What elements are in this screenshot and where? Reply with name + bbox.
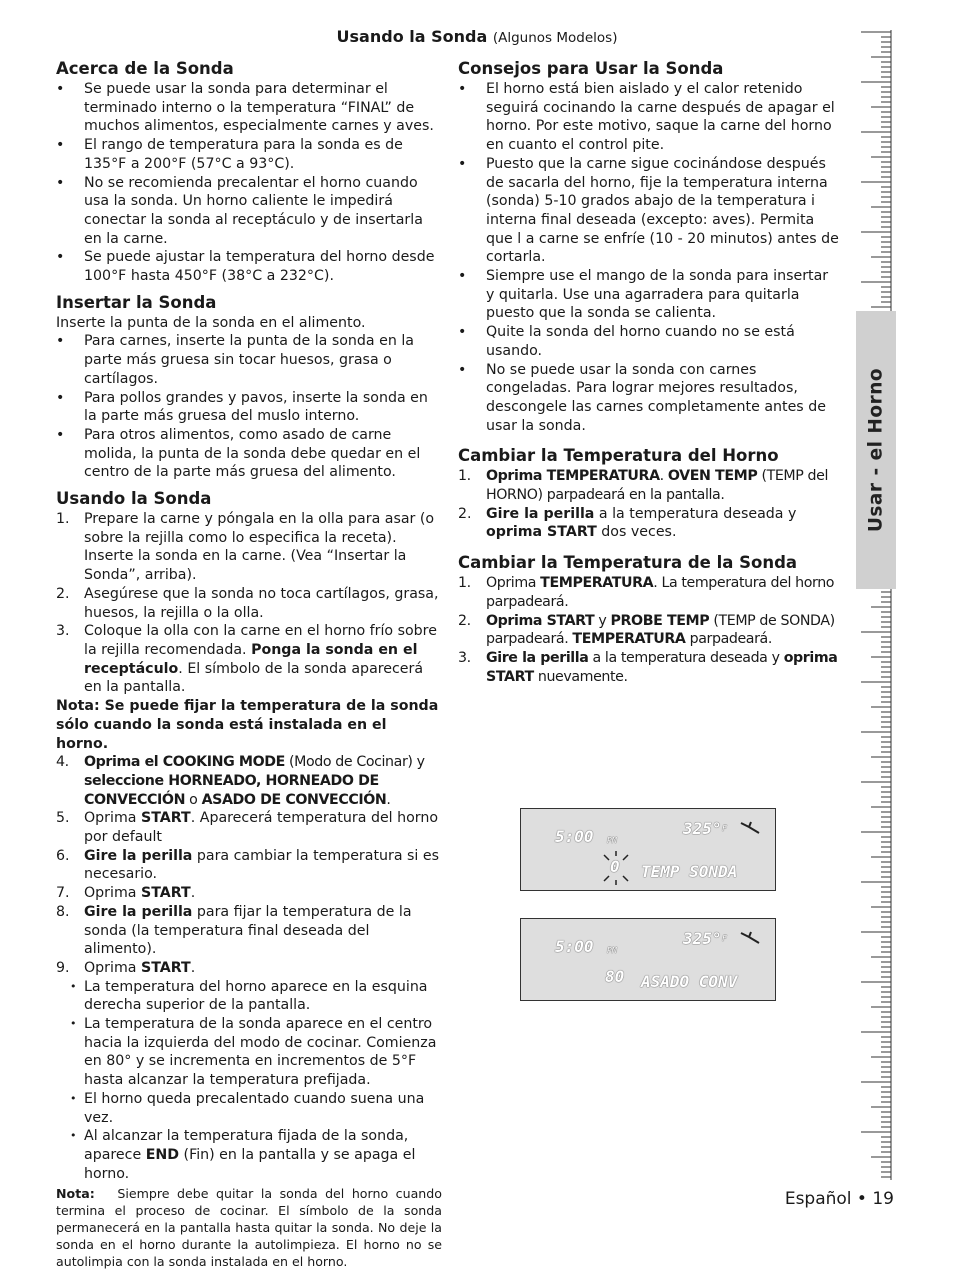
insertar-intro: Inserte la punta de la sonda en el alimento. (56, 314, 366, 331)
list-item: • Siempre use el mango de la sonda para insertar y quitarla. Use una agarradera para quitarla puesto que la sonda se calienta. (458, 268, 829, 322)
step-item: 3. Coloque la olla con la carne en el horno frío sobre la rejilla recomendada. Ponga la sonda en el receptáculo. El símbolo de la sonda aparecerá en la pantalla. (56, 623, 437, 696)
page-title-text: Usando la Sonda (336, 27, 488, 46)
bullet: • (56, 174, 65, 191)
bullet: • (56, 333, 65, 350)
step-item: 9. Oprima START. (56, 959, 196, 976)
list-item: • Puesto que la carne sigue cocinándose después de sacarla del horno, fije la temperatura interna (sonda) 5-10 grados abajo de la temperatura i interna final deseada (excepto: aves). Permita que l a carne se enfríe (10 - 20 minutos) antes de cortarla. (458, 155, 839, 266)
bullet: • (458, 155, 467, 172)
step-item: 1. Oprima TEMPERATURA. OVEN TEMP (TEMP del HORNO) parpadeará en la pantalla. (458, 468, 829, 504)
list-item: • Quite la sonda del horno cuando no se está usando. (458, 324, 795, 359)
step-item: 2. Asegúrese que la sonda no toca cartílagos, grasa, huesos, la rejilla o la olla. (56, 585, 439, 621)
list-item: • Para pollos grandes y pavos, inserte la sonda en la parte más gruesa del muslo interno. (56, 389, 428, 425)
display-time: 5:00 (555, 827, 594, 846)
right-column (458, 58, 840, 686)
display-pm: PM (607, 946, 617, 955)
step-item: 2. Gire la perilla a la temperatura deseada y oprima START dos veces. (458, 505, 797, 541)
temp-horno-heading: Cambiar la Temperatura del Horno (458, 446, 779, 466)
nota-probe: Nota: Se puede fijar la temperatura de la sonda sólo cuando la sonda está instalada en el horno. (56, 698, 439, 752)
bullet: • (458, 324, 467, 341)
list-item: • La temperatura de la sonda aparece en el centro hacia la izquierda del modo de cocinar. Comienza en 80° y se incrementa en incrementos de 5°F hasta alcanzar la temperatura prefijada. (70, 1016, 437, 1089)
list-item: • Para carnes, inserte la punta de la sonda en la parte más gruesa sin tocar huesos, grasa o cartílagos. (56, 333, 414, 387)
usando-heading: Usando la Sonda (56, 489, 212, 509)
bullet: • (458, 361, 467, 378)
display-unit: F (722, 934, 727, 943)
display-unit: F (722, 824, 727, 833)
display-probe-value: 80 (605, 967, 625, 986)
nota-final: Nota: Siempre debe quitar la sonda del horno cuando termina el proceso de cocinar. El símbolo de la sonda permanecerá en la pantalla hasta quitar la sonda. No deje la sonda en el horno durante la autolimpieza. El horno no se autolimpia con la sonda instalada en el horno. (56, 1186, 442, 1270)
step-item: 1. Oprima TEMPERATURA. La temperatura del horno parpadeará. (458, 575, 835, 610)
consejos-heading: Consejos para Usar la Sonda (458, 59, 724, 78)
display-pm: PM (607, 836, 617, 845)
temp-sonda-heading: Cambiar la Temperatura de la Sonda (458, 553, 798, 573)
left-column (56, 58, 442, 1270)
bullet: • (458, 268, 467, 285)
ruler-decoration (855, 30, 895, 1180)
display-probe-value: 0 (610, 857, 620, 876)
step-item: 5. Oprima START. Aparecerá temperatura del horno por default (56, 810, 439, 846)
step-item: 4. Oprima el COOKING MODE (Modo de Cocinar) y seleccione HORNEADO, HORNEADO DE CONVECCIÓN o ASADO DE CONVECCIÓN. (56, 754, 425, 808)
page-title (0, 27, 954, 46)
bullet: • (56, 137, 65, 154)
list-item: • La temperatura del horno aparece en la esquina derecha superior de la pantalla. (70, 978, 428, 1014)
list-item: • Se puede ajustar la temperatura del horno desde 100°F hasta 450°F (38°C a 232°C). (56, 249, 435, 285)
display-oven-temp: 325° (683, 819, 722, 838)
probe-icon (739, 819, 763, 835)
bullet: • (458, 81, 467, 97)
display-time: 5:00 (555, 937, 594, 956)
display-oven-temp: 325° (683, 929, 722, 948)
side-tab-label: Usar - el Horno (865, 367, 887, 533)
list-item: • Para otros alimentos, como asado de carne molida, la punta de la sonda debe quedar en el centro de la parte más gruesa del alimento. (56, 426, 421, 481)
step-item: 8. Gire la perilla para fijar la temperatura de la sonda (la temperatura final deseada del alimento). (56, 903, 412, 958)
list-item: • Al alcanzar la temperatura fijada de la sonda, aparece END (Fin) en la pantalla y se apaga el horno. (70, 1128, 416, 1182)
page-footer: Español • 19 (784, 1189, 894, 1209)
bullet: • (56, 249, 65, 266)
page-title-sub: (Algunos Modelos) (492, 30, 618, 46)
insertar-heading: Insertar la Sonda (56, 292, 217, 312)
oven-display-probe-temp (520, 808, 776, 891)
probe-icon (739, 929, 763, 945)
bullet: • (56, 426, 65, 443)
list-item: • No se recomienda precalentar el horno cuando usa la sonda. Un horno caliente le impedirá conectar la sonda al receptáculo y de insertarla en la carne. (56, 174, 423, 247)
step-item: 6. Gire la perilla para cambiar la temperatura si es necesario. (56, 847, 440, 883)
oven-display-convection-roast (520, 918, 776, 1001)
step-item: 2. Oprima START y PROBE TEMP (TEMP de SONDA) parpadeará. TEMPERATURA parpadeará. (458, 612, 835, 648)
list-item: • Se puede usar la sonda para determinar el terminado interno o la temperatura “FINAL” de muchos alimentos, especialmente carnes y aves. (56, 81, 434, 135)
step-item: 7. Oprima START. (56, 885, 196, 902)
bullet: • (56, 389, 65, 406)
step-item: 1. Prepare la carne y póngala en la olla para asar (o sobre la rejilla como lo especifica la receta). Inserte la sonda en la carne. (Vea “Insertar la Sonda”, arriba). (56, 511, 435, 584)
list-item: • El horno está bien aislado y el calor retenido seguirá cocinando la carne después de apagar el horno. Por este motivo, saque la carne del horno en cuanto el control pite. (458, 81, 835, 154)
step-item: 3. Gire la perilla a la temperatura deseada y oprima START nuevamente. (458, 649, 838, 685)
acerca-heading: Acerca de la Sonda (56, 59, 234, 78)
bullet: • (56, 81, 65, 97)
list-item: • El horno queda precalentado cuando suena una vez. (70, 1090, 425, 1126)
display-mode: ASADO CONV (641, 972, 738, 991)
list-item: • El rango de temperatura para la sonda es de 135°F a 200°F (57°C a 93°C). (56, 137, 403, 172)
display-mode: TEMP SONDA (641, 862, 738, 881)
list-item: • No se puede usar la sonda con carnes congeladas. Para lograr mejores resultados, descongele las carnes completamente antes de usar la sonda. (458, 361, 826, 434)
